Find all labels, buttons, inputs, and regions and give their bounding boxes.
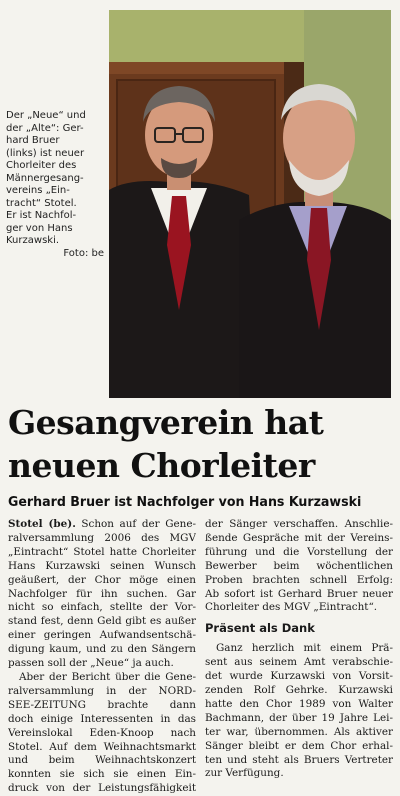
text-line: führung und die Vorstellung der <box>205 545 393 558</box>
caption-line: vereins „Ein- <box>6 185 70 196</box>
text-line: Ab sofort ist Gerhard Bruer neuer <box>205 587 393 600</box>
text-line: ralversammlung in der NORD- <box>8 684 196 697</box>
photo-caption <box>6 110 104 260</box>
text-line: Proben brachten schnell Erfolg: <box>205 573 393 586</box>
text-line: Stotel. Auf dem Weihnachtsmarkt <box>8 740 196 753</box>
caption-line: Er ist Nachfol- <box>6 210 77 221</box>
caption-line: Männergesang- <box>6 172 84 184</box>
text-line: und beim Weihnachtskonzert <box>8 754 196 767</box>
caption-line: Chorleiter des <box>6 160 77 171</box>
text-line: zur Verfügung. <box>205 767 284 780</box>
photo-credit: Foto: be <box>63 247 104 259</box>
text-line: Aber der Bericht über die Gene- <box>19 670 196 683</box>
text-line: doch einige Interessenten in das <box>8 712 196 725</box>
text-line: Nachfolger für ihn suchen. Gar <box>8 587 196 600</box>
text-line: SEE-ZEITUNG brachte dann <box>8 698 196 711</box>
section-title: Präsent als Dank <box>205 621 315 636</box>
text-line: passen soll der „Neue“ ja auch. <box>8 657 174 670</box>
text-line: Sänger bleibt er dem Chor erhal- <box>205 739 393 752</box>
caption-line: tracht“ Stotel. <box>6 197 77 209</box>
text-line: „Eintracht“ Stotel hatte Chorleiter <box>8 545 196 558</box>
text-line: konnten sie sich sie einen Ein- <box>8 768 196 781</box>
text-line: druck von der Leistungsfähigkeit <box>8 782 196 795</box>
caption-line: der „Alte“: Ger- <box>6 122 84 134</box>
headline-line-2: neuen Chorleiter <box>8 446 315 485</box>
text-line: ßende Gespräche mit der Vereins- <box>205 531 393 544</box>
text-line: stand fest, denn Geld gibt es außer <box>8 615 196 628</box>
headline <box>8 401 396 487</box>
text-line: Chorleiter des MGV „Eintracht“. <box>205 601 378 614</box>
text-line: ter war, übernommen. Als aktiver <box>205 725 393 738</box>
article-photo <box>109 10 391 398</box>
text-line: sent aus seinem Amt verabschie- <box>205 656 393 669</box>
text-line: Vereinslokal Eden-Knoop nach <box>8 726 196 739</box>
text-line: der Sänger verschaffen. Anschlie- <box>205 518 393 530</box>
text-line: Hans Kurzawski seinen Wunsch <box>8 559 196 572</box>
text-line: det wurde Kurzawski von Vorsit- <box>205 670 393 683</box>
subheadline: Gerhard Bruer ist Nachfolger von Hans Kurzawski <box>8 495 362 510</box>
text-line: Stotel (be). Schon auf der Gene- <box>8 518 196 530</box>
caption-line: (links) ist neuer <box>6 147 85 159</box>
caption-line: hard Bruer <box>6 135 60 146</box>
text-line: einer geringen Aufwandsentschä- <box>8 629 196 642</box>
caption-line: Der „Neue“ und <box>6 110 86 121</box>
caption-line: Kurzawski. <box>6 235 60 246</box>
dateline: Stotel (be). <box>8 518 76 530</box>
text-line: Ganz herzlich mit einem Prä- <box>216 642 393 655</box>
text-line: digung kaum, und zu den Sängern <box>8 643 196 656</box>
article-column-right <box>205 518 393 781</box>
caption-line: ger von Hans <box>6 222 73 234</box>
text-line: geäußert, der Chor möge einen <box>8 573 196 586</box>
article-column-left <box>8 518 196 796</box>
text-line: Bachmann, der über 19 Jahre Lei- <box>205 711 393 724</box>
text-line: nicht so einfach, stellte der Vor- <box>8 601 196 614</box>
headline-line-1: Gesangverein hat <box>8 403 324 442</box>
text-line: ten und steht als Bruers Vertreter <box>205 753 393 766</box>
text-line: Bewerber beim wöchentlichen <box>205 559 393 572</box>
text-line: ralversammlung 2006 des MGV <box>8 531 196 544</box>
text-line: hatte den Chor 1989 von Walter <box>205 697 393 710</box>
text-line: zenden Rolf Gehrke. Kurzawski <box>205 683 393 696</box>
